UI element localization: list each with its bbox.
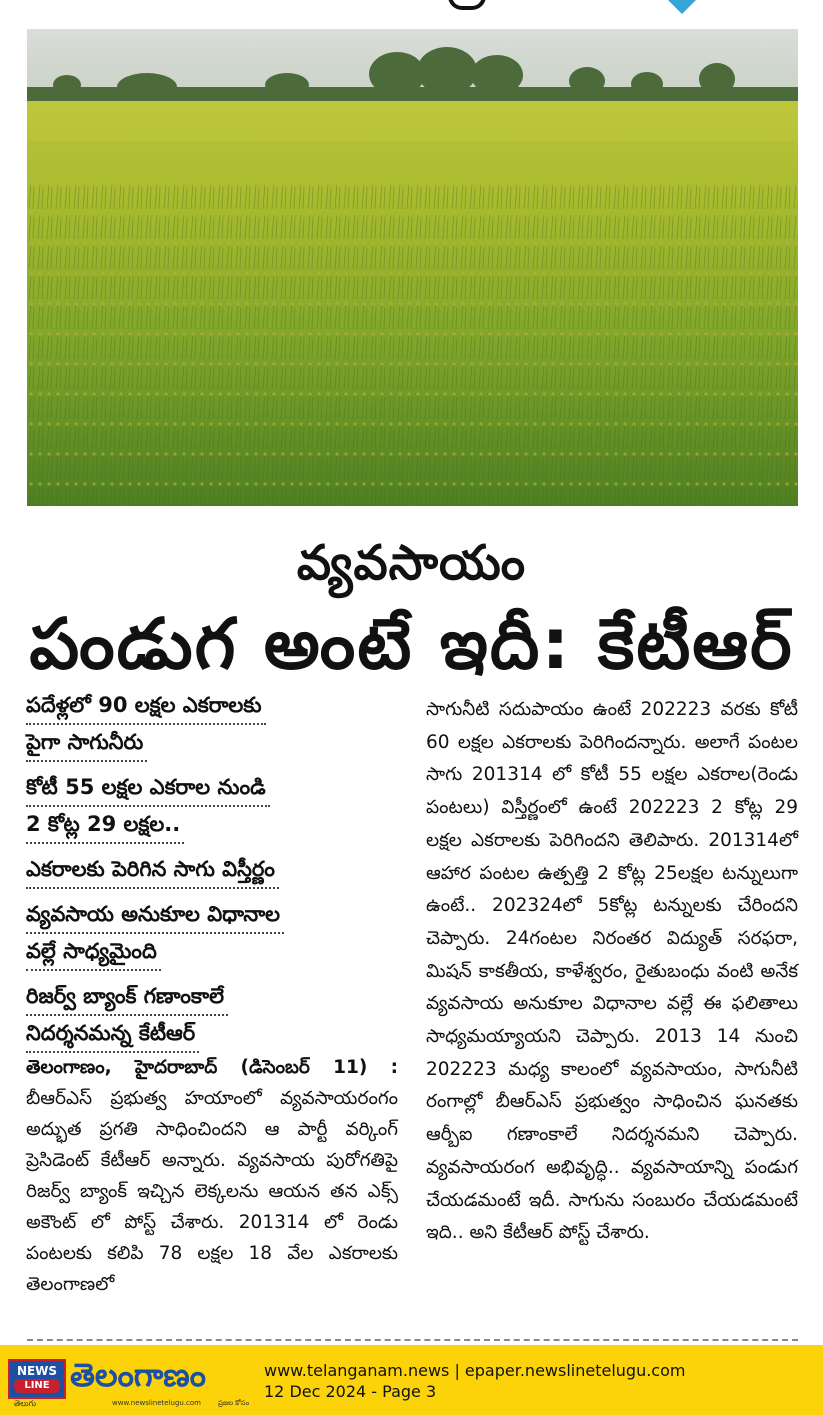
logo-text-news: NEWS: [16, 1364, 58, 1378]
footer-bar: [0, 1345, 823, 1415]
headline-main: పండుగ అంటే ఇదీ: కేటీఆర్: [29, 603, 794, 685]
highlight-line: వల్లే సాధ్యమైంది: [26, 934, 161, 971]
highlight-line: ఎకరాలకు పెరిగిన సాగు విస్తీర్ణం: [26, 852, 279, 889]
highlight-line: పైగా సాగునీరు: [26, 725, 147, 762]
article-column-right: [426, 694, 798, 1250]
brand-website: www.newslinetelugu.com: [112, 1399, 201, 1407]
logo-subtitle: తెలుగు: [14, 1399, 37, 1408]
logo-text-line: LINE: [14, 1379, 60, 1393]
footer-links[interactable]: www.telanganam.news | epaper.newslinetelugu.com: [264, 1361, 686, 1380]
article-body-left: బీఆర్ఎస్ ప్రభుత్వ హయాంలో వ్యవసాయరంగం అద్భుత ప్రగతి సాధించిందని ఆ పార్టీ వర్కింగ్ ప్రెసిడెంట్ కేటీఆర్ అన్నారు. వ్యవసాయ పురోగతిపై రిజర్వ్ బ్యాంక్ ఇచ్చిన లెక్కలను ఆయన తన ఎక్స్ అకౌంట్ లో పోస్ట్ చేశారు. 201314 లో రెండు పంటలకు కలిపి 78 లక్షల 18 వేల ఎకరాలకు తెలంగాణలో: [26, 1088, 398, 1295]
dashed-separator: [27, 1339, 798, 1341]
footer-date-page: 12 Dec 2024 - Page 3: [264, 1382, 437, 1401]
highlight-item: [26, 897, 408, 971]
cropped-graphic: [668, 0, 696, 14]
paddy-field-photo: [27, 29, 798, 506]
article-column-left: [26, 1052, 398, 1300]
highlight-item: [26, 979, 408, 1053]
article-paragraph-left: [26, 1052, 398, 1300]
brand-tagline: ప్రజల కోసం: [218, 1399, 250, 1407]
highlight-item: [26, 852, 408, 889]
highlight-line: నిదర్శనమన్న కేటీఆర్: [26, 1016, 199, 1053]
telanganam-brand: తెలంగాణం: [70, 1356, 206, 1394]
highlight-item: [26, 688, 408, 762]
article-body-right: సాగునీటి సదుపాయం ఉంటే 202223 వరకు కోటీ 60 లక్షల ఎకరాలకు పెరిగిందన్నారు. అలాగే పంటల సాగు 201314 లో కోటీ 55 లక్షల ఎకరాల(రెండు పంటలు) విస్తీర్ణంలో ఉంటే 202223 2 కోట్ల 29 లక్షల ఎకరాలకు పెరిగిందని తెలిపారు. 201314లో ఆహార పంటల ఉత్పత్తి 2 కోట్ల 25లక్షల టన్నులుగా ఉంటే.. 202324లో 5కోట్ల టన్నులకు చేరిందని చెప్పారు. 24గంటల నిరంతర విద్యుత్ సరఫరా, మిషన్ కాకతీయ, కాళేశ్వరం, రైతుబంధు వంటి అనేక వ్యవసాయ అనుకూల విధానాల వల్లే ఈ ఫలితాలు సాధ్యమయ్యాయని చెప్పారు. 2013 14 నుంచి 202223 మధ్య కాలంలో వ్యవసాయం, సాగునీటి రంగాల్లో బీఆర్ఎస్ ప్రభుత్వం సాధించిన ఘనతకు ఆర్బీఐ గణాంకాలే నిదర్శనమని చెప్పారు. వ్యవసాయరంగ అభివృద్ధి.. వ్యవసాయాన్ని పండుగ చేయడమంటే ఇదీ. సాగును సంబురం చేయడమంటే ఇది.. అని కేటీఆర్ పోస్ట్ చేశారు.: [426, 699, 798, 1244]
cropped-glyph: [448, 0, 486, 10]
dateline: తెలంగాణం, హైదరాబాద్ (డిసెంబర్ 11) :: [26, 1057, 398, 1078]
highlight-line: కోటీ 55 లక్షల ఎకరాల నుండి: [26, 770, 270, 807]
highlights-box: [26, 688, 408, 1053]
highlight-item: [26, 770, 408, 844]
headline-kicker: వ్యవసాయం: [296, 535, 527, 591]
newsline-logo: [8, 1359, 66, 1399]
highlight-line: పదేళ్లలో 90 లక్షల ఎకరాలకు: [26, 688, 266, 725]
highlight-line: 2 కోట్ల 29 లక్షల..: [26, 807, 184, 844]
previous-article-fragment: [0, 0, 823, 28]
highlight-line: వ్యవసాయ అనుకూల విధానాల: [26, 897, 284, 934]
highlight-line: రిజర్వ్ బ్యాంక్ గణాంకాలే: [26, 979, 228, 1016]
